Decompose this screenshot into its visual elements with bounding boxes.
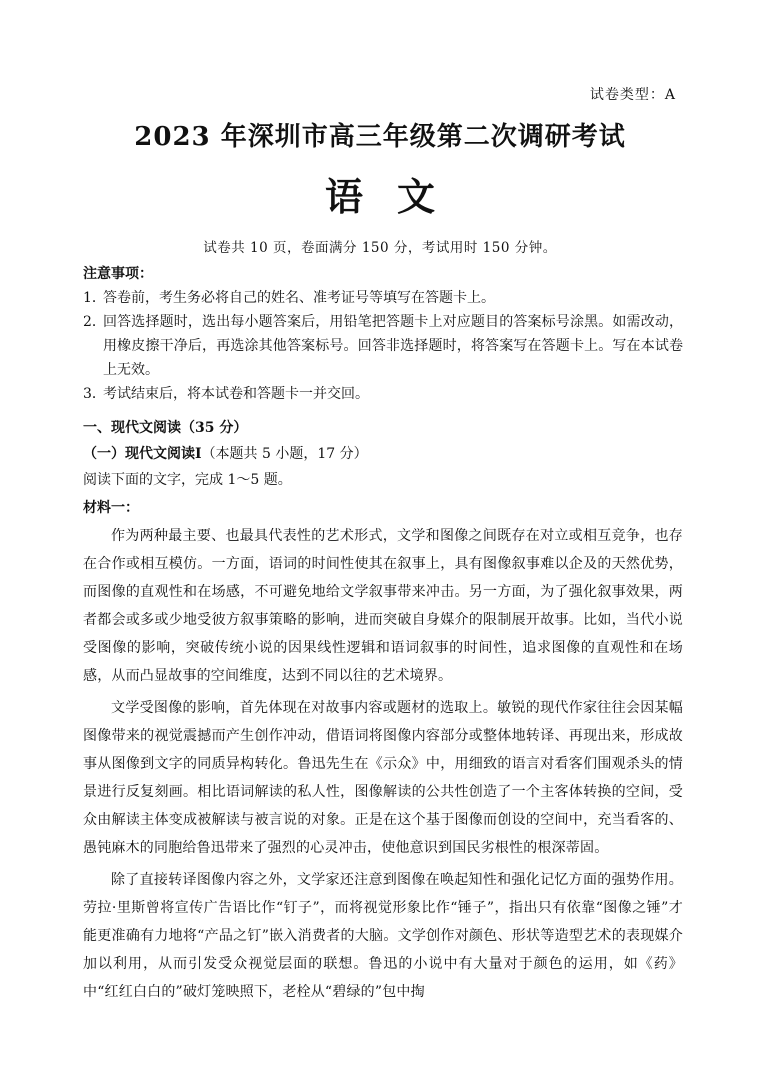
passage-paragraph: 除了直接转译图像内容之外，文学家还注意到图像在唤起知性和强化记忆方面的强势作用。劳拉·里斯曾将宣传广告语比作“钉子”，而将视觉形象比作“锤子”，指出只有依靠“图像之锤”才能更准确有力地将“产品之钉”嵌入消费者的大脑。文学创作对颜色、形状等造型艺术的表现媒介加以利用，从而引发受众视觉层面的联想。鲁迅的小说中有大量对于颜色的运用，如《药》中“红红白白的”破灯笼映照下，老栓从“碧绿的”包中掏 [83,872,683,1000]
note-text: 答卷前，考生务必将自己的姓名、准考证号等填写在答题卡上。 [103,290,495,306]
note-text: 回答选择题时，选出每小题答案后，用铅笔把答题卡上对应题目的答案标号涂黑。如需改动，用橡皮擦干净后，再选涂其他答案标号。回答非选择题时，将答案写在答题卡上。写在本试卷上无效。 [103,314,683,378]
sub-section-heading [83,442,683,466]
material-label: 材料一： [83,500,139,516]
note-number: 3． [83,386,106,402]
note-number: 1． [83,290,106,306]
subject-title: 语文 [324,174,469,219]
notes-heading: 注意事项： [83,266,153,282]
note-text: 考试结束后，将本试卷和答题卡一并交回。 [103,386,369,402]
note-item [83,310,683,382]
paper-type-label: 试卷类型：A [589,87,676,103]
note-number: 2． [83,314,106,330]
passage-paragraph: 文学受图像的影响，首先体现在对故事内容或题材的选取上。敏锐的现代作家往往会因某幅图像带来的视觉震撼而产生创作冲动，借语词将图像内容部分或整体地转译、再现出来，形成故事从图像到文字的同质异构转化。鲁迅先生在《示众》中，用细致的语言对看客们围观杀头的情景进行反复刻画。相比语词解读的私人性，图像解读的公共性创造了一个主客体转换的空间，受众由解读主体变成被解读与被言说的对象。正是在这个基于图像而创设的空间中，充当看客的、愚钝麻木的同胞给鲁迅带来了强烈的心灵冲击，使他意识到国民劣根性的根深蒂固。 [83,700,683,856]
reading-instruction: 阅读下面的文字，完成 1～5 题。 [83,472,292,488]
passage-paragraph: 作为两种最主要、也最具代表性的艺术形式，文学和图像之间既存在对立或相互竞争，也存在合作或相互模仿。一方面，语词的时间性使其在叙事上，具有图像叙事难以企及的天然优势，而图像的直观性和在场感，不可避免地给文学叙事带来冲击。另一方面，为了强化叙事效果，两者都会或多或少地受彼方叙事策略的影响，进而突破自身媒介的限制展开故事。比如，当代小说受图像的影响，突破传统小说的因果线性逻辑和语词叙事的时间性，追求图像的直观性和在场感，从而凸显故事的空间维度，达到不同以往的艺术境界。 [83,528,683,684]
sub-section-title: （一）现代文阅读Ⅰ [83,446,202,462]
sub-section-note: （本题共 5 小题，17 分） [201,446,368,462]
note-item [83,286,683,310]
exam-info: 试卷共 10 页，卷面满分 150 分，考试用时 150 分钟。 [203,240,557,256]
exam-title: 2023 年深圳市高三年级第二次调研考试 [134,122,626,152]
exam-content [83,262,683,1006]
notes-list [83,286,683,406]
note-item [83,382,683,406]
section-heading: 一、现代文阅读（35 分） [83,420,248,436]
